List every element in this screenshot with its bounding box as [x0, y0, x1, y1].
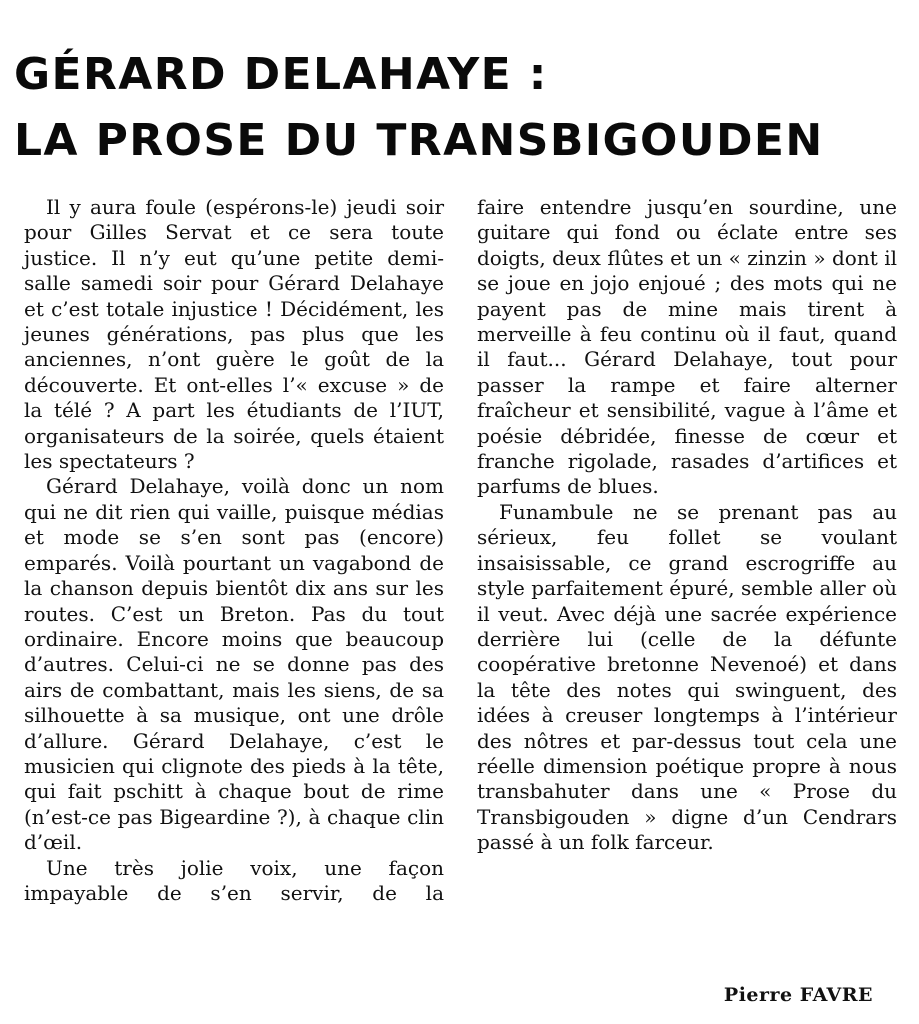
paragraph-3-continued: faire entendre jusqu’en sourdine, une guitare qui fond ou éclate entre ses doigts, deux flûtes et un « zinzin » dont il se joue en jojo enjoué ; des mots qui ne payent pas de mine mais tirent à merveille à feu continu où il faut, quand il faut... Gérard Delahaye, tout pour passer la rampe et faire alterner fraîcheur et sensibilité, vague à l’âme et poésie débridée, finesse de cœur et franche rigolade, rasades d’artifices et parfums de blues. [477, 195, 897, 499]
headline-line-2: LA PROSE DU TRANSBIGOUDEN [14, 115, 824, 166]
article-column-right [477, 195, 897, 856]
paragraph-4: Funambule ne se prenant pas au sérieux, feu follet se voulant insaisissable, ce grand escrogriffe au style parfaitement épuré, semble aller où il veut. Avec déjà une sacrée expérience derrière lui (celle de la défunte coopérative bretonne Nevenoé) et dans la tête des notes qui swinguent, des idées à creuser longtemps à l’intérieur des nôtres et par-dessus tout cela une réelle dimension poétique propre à nous transbahuter dans une « Prose du Transbigouden » digne d’un Cendrars passé à un folk farceur. [477, 499, 897, 855]
paragraph-3-start: Une très jolie voix, une façon impayable de s’en servir, de la [24, 855, 444, 905]
article-column-left [24, 195, 444, 906]
paragraph-1: Il y aura foule (espérons-le) jeudi soir pour Gilles Servat et ce sera toute justice. Il n’y eut qu’une petite demi-salle samedi soir pour Gérard Delahaye et c’est totale injustice ! Décidément, les jeunes générations, pas plus que les anciennes, n’ont guère le goût de la découverte. Et ont-elles l’« excuse » de la télé ? A part les étudiants de l’IUT, organisateurs de la soirée, quels étaient les spectateurs ? [24, 195, 444, 474]
author-byline: Pierre FAVRE [723, 984, 873, 1006]
paragraph-2: Gérard Delahaye, voilà donc un nom qui ne dit rien qui vaille, puisque médias et mode se s’en sont pas (encore) emparés. Voilà pourtant un vagabond de la chanson depuis bientôt dix ans sur les routes. C’est un Breton. Pas du tout ordinaire. Encore moins que beaucoup d’autres. Celui-ci ne se donne pas des airs de combattant, mais les siens, de sa silhouette à sa musique, ont une drôle d’allure. Gérard Delahaye, c’est le musicien qui clignote des pieds à la tête, qui fait pschitt à chaque bout de rime (n’est-ce pas Bigeardine ?), à chaque clin d’œil. [24, 474, 444, 855]
headline-line-1: GÉRARD DELAHAYE : [14, 49, 548, 100]
